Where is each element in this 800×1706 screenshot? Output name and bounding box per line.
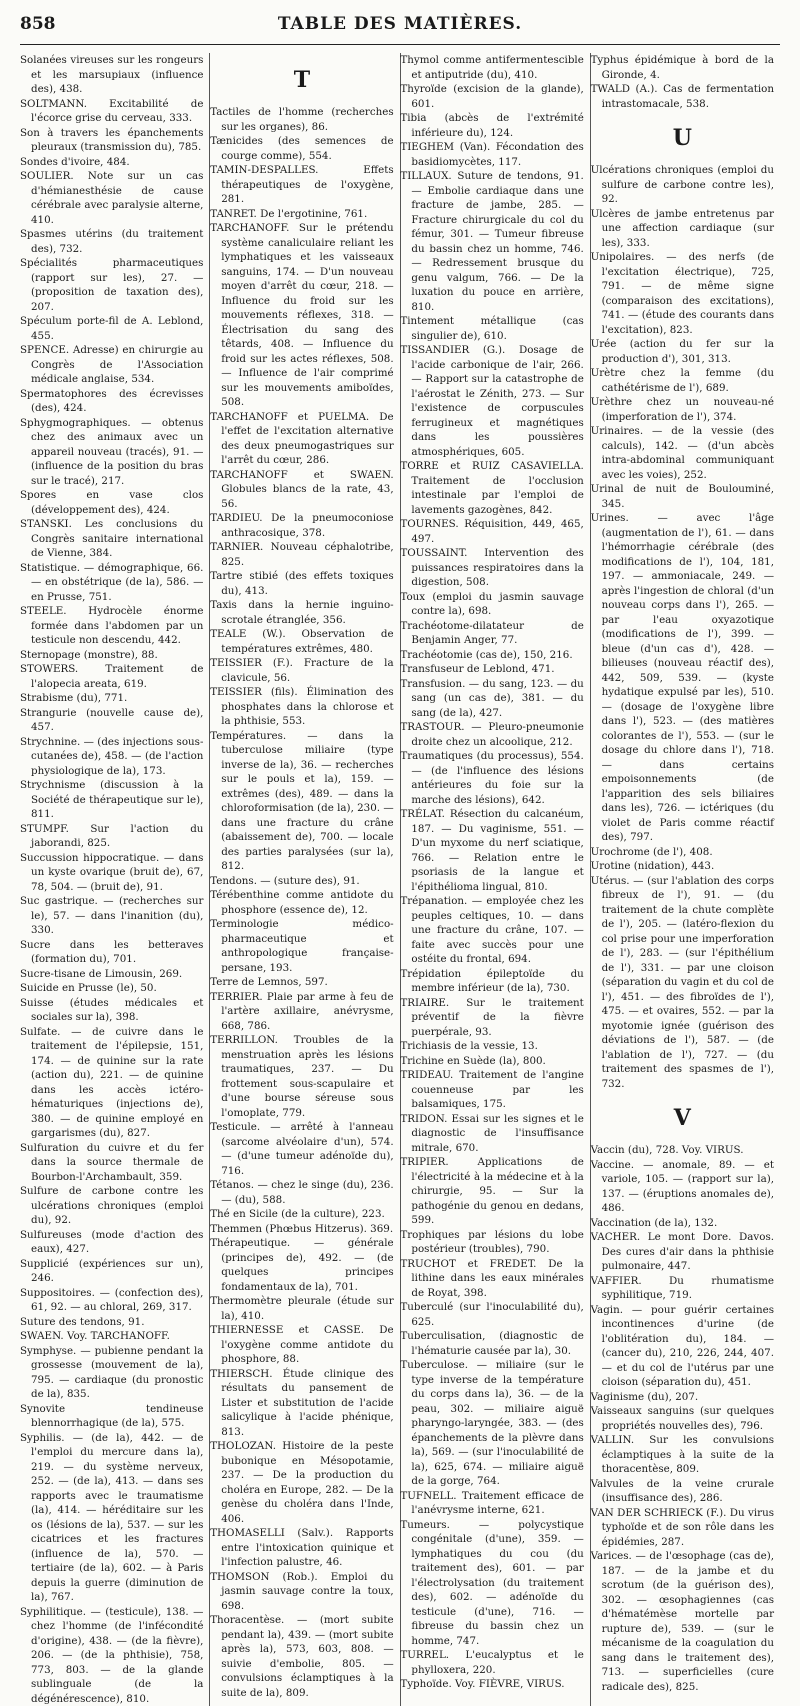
- index-entry: Tibia (abcès de l'extrémité inférieure du), 124.: [400, 111, 583, 140]
- index-entry: Urètre chez la femme (du cathétérisme de l'), 689.: [591, 366, 774, 395]
- index-entry: THOMASELLI (Salv.). Rapports entre l'intoxication quinique et l'infection palustre, 46.: [210, 1526, 393, 1570]
- index-entry: Térébenthine comme antidote du phosphore (essence de), 12.: [210, 888, 393, 917]
- index-entry: TEISSIER (F.). Fracture de la clavicule, 56.: [210, 656, 393, 685]
- index-entry: TOURNES. Réquisition, 449, 465, 497.: [400, 517, 583, 546]
- index-entry: Terre de Lemnos, 597.: [210, 975, 393, 990]
- index-entry: SPENCE. Adresse) en chirurgie au Congrès de l'Association médicale anglaise, 534.: [20, 343, 203, 387]
- index-entry: Tétanos. — chez le singe (du), 236. — (du), 588.: [210, 1178, 393, 1207]
- index-entry: Strychnine. — (des injections sous-cutanées de), 458. — (de l'action physiologique de la), 173.: [20, 735, 203, 779]
- index-entry: THOMSON (Rob.). Emploi du jasmin sauvage contre la toux, 698.: [210, 1570, 393, 1614]
- index-entry: Thymol comme antifermentescible et antiputride (du), 410.: [400, 53, 583, 82]
- index-entry: Trophiques par lésions du lobe postérieur (troubles), 790.: [400, 1228, 583, 1257]
- index-entry: TEISSIER (fils). Élimination des phosphates dans la chlorose et la phthisie, 553.: [210, 685, 393, 729]
- index-column-3: [400, 53, 589, 1706]
- index-entry: Taxis dans la hernie inguino-scrotale étranglée, 356.: [210, 598, 393, 627]
- index-entry: Spores en vase clos (développement des), 424.: [20, 488, 203, 517]
- index-entry: Températures. — dans la tuberculose miliaire (type inverse de la), 36. — recherches sur le pouls et la), 159. — extrêmes (des), 489. — dans la chloroformisation (de la), 230. — dans une fracture du crâne (abaissement de), 700. — locale des parties paralysées (sur la), 812.: [210, 729, 393, 874]
- index-column-2: [210, 53, 399, 1706]
- index-entry: Trépidation épileptoïde du membre inférieur (de la), 730.: [400, 967, 583, 996]
- page-number: 858: [20, 14, 56, 34]
- section-letter-t: T: [210, 67, 393, 93]
- index-entry: Sucre dans les betteraves (formation du), 701.: [20, 938, 203, 967]
- index-entry: Typhus épidémique à bord de la Gironde, 4.: [591, 53, 774, 82]
- index-entry: Thoracentèse. — (mort subite pendant la), 439. — (mort subite après la), 573, 603, 808. — suivie d'embolie, 805. — convulsions éclamptiques à la suite de la), 809.: [210, 1613, 393, 1700]
- index-entry: Urotine (nidation), 443.: [591, 859, 774, 874]
- index-entry: Thérapeutique. — générale (principes de), 492. — (de quelques principes fondamentaux de la), 701.: [210, 1236, 393, 1294]
- index-entry: Tintement métallique (cas singulier de), 610.: [400, 314, 583, 343]
- index-entry: Sternopage (monstre), 88.: [20, 648, 203, 663]
- index-entry: STEELE. Hydrocèle énorme formée dans l'abdomen par un testicule non descendu, 442.: [20, 604, 203, 648]
- index-entry: Valvules de la veine crurale (insuffisance des), 286.: [591, 1477, 774, 1506]
- index-entry: SWAEN. Voy. TARCHANOFF.: [20, 1329, 203, 1344]
- index-entry: Ulcérations chroniques (emploi du sulfure de carbone contre les), 92.: [591, 163, 774, 207]
- index-entry: Terminologie médico-pharmaceutique et anthropologique française-persane, 193.: [210, 917, 393, 975]
- index-entry: TRIDEAU. Traitement de l'angine couenneuse par les balsamiques, 175.: [400, 1068, 583, 1112]
- index-entry: TIEGHEM (Van). Fécondation des basidiomycètes, 117.: [400, 140, 583, 169]
- index-entry: Trichiasis de la vessie, 13.: [400, 1039, 583, 1054]
- index-entry: Toux (emploi du jasmin sauvage contre la), 698.: [400, 590, 583, 619]
- section-t-entries: [210, 105, 393, 1700]
- index-entry: Sucre-tisane de Limousin, 269.: [20, 967, 203, 982]
- index-entry: TUFNELL. Traitement efficace de l'anévrysme interne, 621.: [400, 1489, 583, 1518]
- index-entry: Succussion hippocratique. — dans un kyste ovarique (bruit de), 67, 78, 504. — (bruit de), 91.: [20, 851, 203, 895]
- index-entry: Thé en Sicile (de la culture), 223.: [210, 1207, 393, 1222]
- index-entry: Transfusion. — du sang, 123. — du sang (un cas de), 381. — du sang (de la), 427.: [400, 677, 583, 721]
- page-header: [20, 14, 780, 45]
- index-entry: Symphyse. — pubienne pendant la grossesse (mouvement de la), 795. — cardiaque (du pronostic de la), 835.: [20, 1344, 203, 1402]
- index-entry: Suisse (études médicales et sociales sur la), 398.: [20, 996, 203, 1025]
- index-entry: Urée (action du fer sur la production d'), 301, 313.: [591, 337, 774, 366]
- index-entry: Strychnisme (discussion à la Société de thérapeutique sur le), 811.: [20, 778, 203, 822]
- index-entry: Spécialités pharmaceutiques (rapport sur les), 27. — (proposition de taxation des), 207.: [20, 256, 203, 314]
- index-entry: Trachéotomie (cas de), 150, 216.: [400, 648, 583, 663]
- index-entry: Vaccin (du), 728. Voy. VIRUS.: [591, 1143, 774, 1158]
- index-entry: TRIAIRE. Sur le traitement préventif de la fièvre puerpérale, 93.: [400, 996, 583, 1040]
- section-u-entries: [591, 163, 774, 1091]
- index-entry: TAMIN-DESPALLES. Effets thérapeutiques de l'oxygène, 281.: [210, 163, 393, 207]
- index-entry: TEALE (W.). Observation de températures extrêmes, 480.: [210, 627, 393, 656]
- index-entry: THOLOZAN. Histoire de la peste bubonique en Mésopotamie, 237. — De la production du choléra en Europe, 282. — De la genèse du choléra dans l'Inde, 406.: [210, 1439, 393, 1526]
- index-entry: Tuberculisation, (diagnostic de l'hématurie causée par la), 30.: [400, 1329, 583, 1358]
- index-entry: Tænicides (des semences de courge comme), 554.: [210, 134, 393, 163]
- index-entry: Urèthre chez un nouveau-né (imperforation de l'), 374.: [591, 395, 774, 424]
- index-entry: TRIDON. Essai sur les signes et le diagnostic de l'insuffisance mitrale, 670.: [400, 1112, 583, 1156]
- index-entry: Urochrome (de l'), 408.: [591, 845, 774, 860]
- index-entry: Sulfuration du cuivre et du fer dans la source thermale de Bourbon-l'Archambault, 359.: [20, 1141, 203, 1185]
- index-entry: Strabisme (du), 771.: [20, 691, 203, 706]
- index-entry: STOWERS. Traitement de l'alopecia areata, 619.: [20, 662, 203, 691]
- index-entry: Solanées vireuses sur les rongeurs et les marsupiaux (influence des), 438.: [20, 53, 203, 97]
- index-entry: Sulfureuses (mode d'action des eaux), 427.: [20, 1228, 203, 1257]
- index-entry: SOULIER. Note sur un cas d'hémianesthésie de cause cérébrale avec paralysie alterne, 410.: [20, 169, 203, 227]
- index-entry: Thyroïde (excision de la glande), 601.: [400, 82, 583, 111]
- index-entry: Suicide en Prusse (le), 50.: [20, 981, 203, 996]
- index-entry: SOLTMANN. Excitabilité de l'écorce grise du cerveau, 333.: [20, 97, 203, 126]
- index-entry: TORRE et RUIZ CASAVIELLA. Traitement de l'occlusion intestinale par l'emploi de lavements gazogènes, 842.: [400, 459, 583, 517]
- index-entry: TOUSSAINT. Intervention des puissances respiratoires dans la digestion, 508.: [400, 546, 583, 590]
- index-entry: Trichine en Suède (la), 800.: [400, 1054, 583, 1069]
- index-entry: Urinaires. — de la vessie (des calculs), 142. — (d'un abcès intra-abdominal communiquant avec les voies), 252.: [591, 424, 774, 482]
- index-entry: Varices. — de l'œsophage (cas de), 187. — de la jambe et du scrotum (de la guérison des), 302. — œsophagiennes (cas d'hématémèse mortelle par rupture de), 539. — (sur le mécanisme de la coagulation du sang dans le traitement des), 713. — superficielles (cure radicale des), 825.: [591, 1549, 774, 1694]
- index-entry: Unipolaires. — des nerfs (de l'excitation électrique), 725, 791. — de même signe (comparaison des excitations), 741. — (étude des courants dans l'excitation), 823.: [591, 250, 774, 337]
- index-entry: TERRILLON. Troubles de la menstruation après les lésions traumatiques, 237. — Du frottement sous-scapulaire et d'une bourse séreuse sous l'omoplate, 779.: [210, 1033, 393, 1120]
- section-v-entries: [591, 1143, 774, 1694]
- index-entry: Sulfate. — de cuivre dans le traitement de l'épilepsie, 151, 174. — de quinine sur la rate (action du), 221. — de quinine dans les accès ictéro-hématuriques (injections de), 380. — de quinine employé en gargarismes (du), 827.: [20, 1025, 203, 1141]
- index-entry: Transfuseur de Leblond, 471.: [400, 662, 583, 677]
- index-entry: Tuberculé (sur l'inoculabilité du), 625.: [400, 1300, 583, 1329]
- index-entry: VALLIN. Sur les convulsions éclamptiques à la suite de la thoracentèse, 809.: [591, 1433, 774, 1477]
- index-entry: Tuberculose. — miliaire (sur le type inverse de la température du corps dans la), 36. — de la peau, 302. — miliaire aiguë pharyngo-laryngée, 383. — (des épanchements de la plèvre dans la), 569. — (sur l'inoculabilité de la), 625, 674. — miliaire aiguë de la gorge, 764.: [400, 1358, 583, 1489]
- index-entry: TRÉLAT. Résection du calcanéum, 187. — Du vaginisme, 551. — D'un myxome du nerf sciatique, 766. — Relation entre le psoriasis de la langue et l'épithélioma lingual, 810.: [400, 807, 583, 894]
- index-entry: Tactiles de l'homme (recherches sur les organes), 86.: [210, 105, 393, 134]
- index-entry: Trépanation. — employée chez les peuples celtiques, 10. — dans une fracture du crâne, 107. — faite avec succès pour une ostéite du frontal, 694.: [400, 894, 583, 967]
- index-entry: Syphilis. — (de la), 442. — de l'emploi du mercure dans la), 219. — du système nerveux, 252. — (de la), 413. — dans ses rapports avec le traumatisme (la), 414. — héréditaire sur les os (lésions de la), 537. — sur les cicatrices et les fractures (influence de la), 570. — tertiaire (de la), 602. — à Paris depuis la guerre (diminution de la), 767.: [20, 1431, 203, 1605]
- index-entry: VAFFIER. Du rhumatisme syphilitique, 719.: [591, 1274, 774, 1303]
- index-entry: Suc gastrique. — (recherches sur le), 57. — dans l'inanition (du), 330.: [20, 894, 203, 938]
- index-entry: TARCHANOFF. Sur le prétendu système canaliculaire reliant les lymphatiques et les vaisseaux sanguins, 174. — D'un nouveau moyen d'arrêt du cœur, 218. — Influence du froid sur les mouvements réflexes, 318. — Électrisation du sang des têtards, 408. — Influence du froid sur les actes réflexes, 508. — Influence de l'air comprimé sur les mouvements amiboïdes, 508.: [210, 221, 393, 410]
- index-entry: STUMPF. Sur l'action du jaborandi, 825.: [20, 822, 203, 851]
- index-entry: Strangurie (nouvelle cause de), 457.: [20, 706, 203, 735]
- index-entry: Tumeurs. — polycystique congénitale (d'une), 359. — lymphatiques du cou (du traitement des), 601. — par l'électrolysation (du traitement des), 602. — adénoïde du testicule (d'une), 716. — fibreuse du bassin chez un homme, 747.: [400, 1518, 583, 1649]
- index-entry: Supplicié (expériences sur un), 246.: [20, 1257, 203, 1286]
- index-entry: TRIPIER. Applications de l'électricité à la médecine et à la chirurgie, 95. — Sur la pathogénie du genou en dedans, 599.: [400, 1155, 583, 1228]
- index-entry: TURREL. L'eucalyptus et le phylloxera, 220.: [400, 1648, 583, 1677]
- index-entry: Son à travers les épanchements pleuraux (transmission du), 785.: [20, 126, 203, 155]
- index-entry: Spasmes utérins (du traitement des), 732.: [20, 227, 203, 256]
- index-entry: TRASTOUR. — Pleuro-pneumonie droite chez un alcoolique, 212.: [400, 720, 583, 749]
- index-entry: Spéculum porte-fil de A. Leblond, 455.: [20, 314, 203, 343]
- index-entry: Urines. — avec l'âge (augmentation de l'), 61. — dans l'hémorrhagie cérébrale (des modifications de l'), 104, 181, 197. — ammoniacale, 249. — après l'ingestion de chloral (d'un nouveau corps dans l'), 265. — par l'eau oxyazotique (modifications de l'), 399. — bleue (d'un cas d'), 428. — bilieuses (nouveau réactif des), 442, 509, 539. — (kyste hydatique expulsé par les), 510. — (dosage de l'oxygène libre dans l'), 523. — (des matières colorantes de l'), 553. — (sur le dosage du chlore dans l'), 718. — dans certains empoisonnements (de l'apparition des sels biliaires dans les), 726. — ictériques (du violet de Paris comme réactif des), 797.: [591, 511, 774, 845]
- index-entry: Tendons. — (suture des), 91.: [210, 874, 393, 889]
- index-entry: Suture des tendons, 91.: [20, 1315, 203, 1330]
- index-entry: TARDIEU. De la pneumoconiose anthracosique, 378.: [210, 511, 393, 540]
- index-entry: Traumatiques (du processus), 554. — (de l'influence des lésions antérieures du foie sur la marche des lésions), 642.: [400, 749, 583, 807]
- index-entry: Suppositoires. — (confection des), 61, 92. — au chloral, 269, 317.: [20, 1286, 203, 1315]
- index-entry: Trachéotome-dilatateur de Benjamin Anger, 77.: [400, 619, 583, 648]
- index-entry: Vaccine. — anomale, 89. — et variole, 105. — (rapport sur la), 137. — (éruptions anomales de), 486.: [591, 1158, 774, 1216]
- index-entry: Utérus. — (sur l'ablation des corps fibreux de l'), 91. — (du traitement de la chute complète de l'), 205. — (latéro-flexion du col prise pour une imperforation de l'), 283. — (sur l'épithélium de l'), 331. — par une cloison (séparation du vagin et du col de l'), 451. — des fibroïdes de l'), 475. — et ovaires, 552. — par la myotomie ignée (guérison des déviations de l'), 587. — (de l'ablation de l'), 727. — (du traitement des spasmes de l'), 732.: [591, 874, 774, 1092]
- index-entry: Vaccination (de la), 132.: [591, 1216, 774, 1231]
- index-entry: Tartre stibié (des effets toxiques du), 413.: [210, 569, 393, 598]
- index-entry: Vagin. — pour guérir certaines incontinences d'urine (de l'oblitération du), 184. — (cancer du), 210, 226, 244, 407. — et du col de l'utérus par une cloison (séparation du), 451.: [591, 1303, 774, 1390]
- index-columns: [20, 53, 780, 1706]
- index-entry: TILLAUX. Suture de tendons, 91. — Embolie cardiaque dans une fracture de jambe, 285. — Fracture chirurgicale du col du fémur, 301. — Tumeur fibreuse du bassin chez un homme, 746. — Redressement brusque du genu valgum, 766. — De la luxation du pouce en arrière, 810.: [400, 169, 583, 314]
- index-entry: VAN DER SCHRIECK (F.). Du virus typhoïde et de son rôle dans les épidémies, 287.: [591, 1506, 774, 1550]
- index-entry: TRUCHOT et FREDET. De la lithine dans les eaux minérales de Royat, 398.: [400, 1257, 583, 1301]
- index-entry: Themmen (Phœbus Hitzerus). 369.: [210, 1222, 393, 1237]
- index-entry: THIERNESSE et CASSE. De l'oxygène comme antidote du phosphore, 88.: [210, 1323, 393, 1367]
- index-entry: TARCHANOFF et SWAEN. Globules blancs de la rate, 43, 56.: [210, 468, 393, 512]
- index-entry: TISSANDIER (G.). Dosage de l'acide carbonique de l'air, 266. — Rapport sur la catastrophe de l'aérostat le Zénith, 273. — Sur l'existence de corpuscules ferrugineux et magnétiques dans les poussières atmosphériques, 605.: [400, 343, 583, 459]
- section-t-continued: [591, 53, 774, 111]
- running-title: TABLE DES MATIÈRES.: [20, 14, 780, 34]
- index-entry: VACHER. Le mont Dore. Davos. Des cures d'air dans la phthisie pulmonaire, 447.: [591, 1230, 774, 1274]
- index-entry: THIERSCH. Étude clinique des résultats du pansement de Lister et substitution de l'acide salicylique à l'acide phénique, 813.: [210, 1367, 393, 1440]
- index-entry: Sphygmographiques. — obtenus chez des animaux avec un appareil nouveau (tracés), 91. — (influence de la position du bras sur le tracé), 217.: [20, 416, 203, 489]
- index-entry: Spermatophores des écrevisses (des), 424.: [20, 387, 203, 416]
- index-entry: Sulfure de carbone contre les ulcérations chroniques (emploi du), 92.: [20, 1184, 203, 1228]
- index-entry: Vaginisme (du), 207.: [591, 1390, 774, 1405]
- index-entry: TERRIER. Plaie par arme à feu de l'artère axillaire, anévrysme, 668, 786.: [210, 990, 393, 1034]
- index-column-1: [20, 53, 209, 1706]
- index-entry: Testicule. — arrêté à l'anneau (sarcome alvéolaire d'un), 574. — (d'une tumeur adénoïde du), 716.: [210, 1120, 393, 1178]
- index-entry: Sondes d'ivoire, 484.: [20, 155, 203, 170]
- index-entry: Typhoïde. Voy. FIÈVRE, VIRUS.: [400, 1677, 583, 1692]
- index-entry: Ulcères de jambe entretenus par une affection cardiaque (sur les), 333.: [591, 207, 774, 251]
- index-entry: Synovite tendineuse blennorrhagique (de la), 575.: [20, 1402, 203, 1431]
- index-entry: Syphilitique. — (testicule), 138. — chez l'homme (de l'infécondité d'origine), 438. — (de la fièvre), 206. — (de la phthisie), 758, 773, 803. — de la glande sublinguale (de la dégénérescence), 810.: [20, 1605, 203, 1706]
- index-entry: STANSKI. Les conclusions du Congrès sanitaire international de Vienne, 384.: [20, 517, 203, 561]
- index-entry: TARNIER. Nouveau céphalotribe, 825.: [210, 540, 393, 569]
- index-entry: TWALD (A.). Cas de fermentation intrastomacale, 538.: [591, 82, 774, 111]
- section-letter-v: V: [591, 1105, 774, 1131]
- index-entry: TARCHANOFF et PUELMA. De l'effet de l'excitation alternative des deux pneumogastriques sur l'arrêt du cœur, 286.: [210, 410, 393, 468]
- index-entry: Vaisseaux sanguins (sur quelques propriétés nouvelles des), 796.: [591, 1404, 774, 1433]
- index-entry: Thermomètre pleurale (étude sur la), 410.: [210, 1294, 393, 1323]
- section-letter-u: U: [591, 125, 774, 151]
- index-entry: Urinal de nuit de Boulouminé, 345.: [591, 482, 774, 511]
- index-entry: TANRET. De l'ergotinine, 761.: [210, 207, 393, 222]
- index-entry: Statistique. — démographique, 66. — en obstétrique (de la), 586. — en Prusse, 751.: [20, 561, 203, 605]
- index-column-4: [591, 53, 780, 1706]
